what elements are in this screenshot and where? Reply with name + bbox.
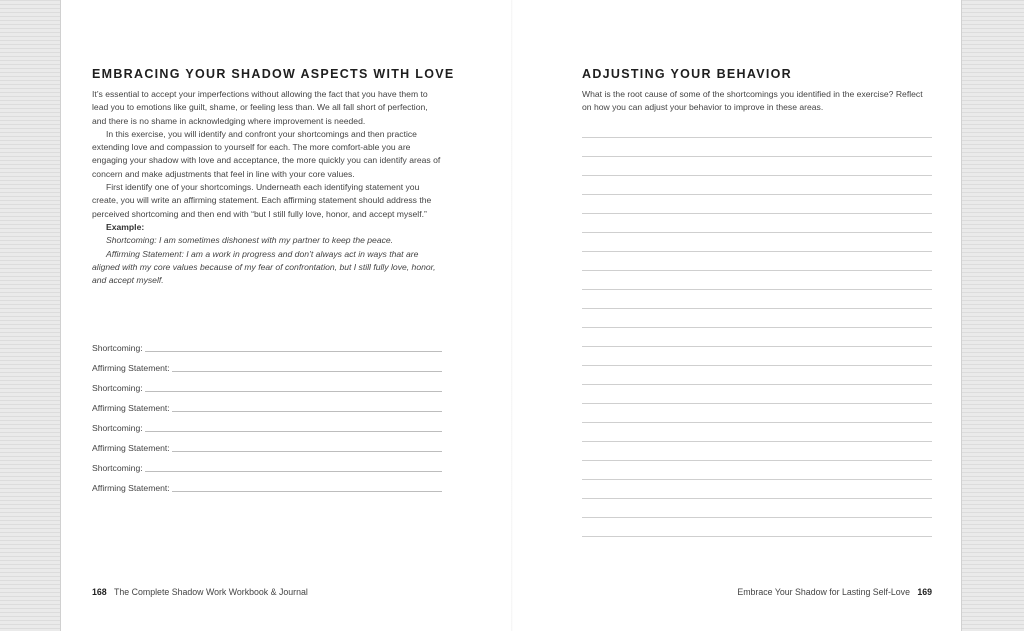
form-label: Shortcoming: — [92, 383, 143, 393]
form-label: Shortcoming: — [92, 423, 143, 433]
shortcoming-form — [92, 334, 442, 494]
left-page-body — [92, 88, 442, 287]
right-page-footer — [737, 587, 932, 597]
writing-line[interactable] — [582, 479, 932, 498]
writing-line[interactable] — [582, 460, 932, 479]
write-in-line[interactable] — [145, 351, 442, 352]
write-in-line[interactable] — [172, 371, 442, 372]
writing-line[interactable] — [582, 308, 932, 327]
writing-line[interactable] — [582, 517, 932, 536]
paragraph-instructions: First identify one of your shortcomings. Underneath each identifying statement you create, you will write an affirming statement. Each affirming statement should address the perceived shortcoming and then end with “but I still fully love, honor, and accept myself.” — [92, 182, 432, 219]
form-label: Shortcoming: — [92, 343, 143, 353]
writing-line[interactable] — [582, 213, 932, 232]
book-title: The Complete Shadow Work Workbook & Journal — [114, 587, 308, 597]
book-page-edges-right — [961, 0, 1024, 631]
left-page-heading: EMBRACING YOUR SHADOW ASPECTS WITH LOVE — [92, 67, 455, 81]
form-row-affirming-statement[interactable] — [92, 474, 442, 494]
paragraph-exercise: In this exercise, you will identify and confront your shortcomings and then practice extending love and compassion to yourself for each. The more comfort-able you are engaging your shadow with love and acceptance, the more quickly you can identify areas of concern and make adjustments that feel in line with your core values. — [92, 128, 441, 179]
write-in-line[interactable] — [145, 431, 442, 432]
writing-line[interactable] — [582, 270, 932, 289]
journal-writing-lines[interactable] — [582, 137, 932, 555]
write-in-line[interactable] — [172, 451, 442, 452]
form-label: Affirming Statement: — [92, 363, 170, 373]
writing-line[interactable] — [582, 194, 932, 213]
form-row-affirming-statement[interactable] — [92, 354, 442, 374]
writing-line[interactable] — [582, 232, 932, 251]
writing-line[interactable] — [582, 251, 932, 270]
page-number: 168 — [92, 587, 107, 597]
chapter-title: Embrace Your Shadow for Lasting Self-Love — [737, 587, 910, 597]
form-row-shortcoming[interactable] — [92, 374, 442, 394]
example-affirming-statement: Affirming Statement: I am a work in progress and don’t always act in ways that are aligned with my core values because of my fear of confrontation, but I still fully love, honor, and accept myself. — [92, 248, 436, 286]
form-label: Affirming Statement: — [92, 403, 170, 413]
form-row-affirming-statement[interactable] — [92, 434, 442, 454]
write-in-line[interactable] — [172, 491, 442, 492]
example-label: Example: — [106, 221, 145, 232]
writing-line[interactable] — [582, 346, 932, 365]
book-page-edges-left — [0, 0, 61, 631]
writing-line[interactable] — [582, 422, 932, 441]
left-page-footer — [92, 587, 308, 597]
write-in-line[interactable] — [145, 391, 442, 392]
write-in-line[interactable] — [172, 411, 442, 412]
write-in-line[interactable] — [145, 471, 442, 472]
right-page-heading: ADJUSTING YOUR BEHAVIOR — [582, 67, 793, 81]
form-row-shortcoming[interactable] — [92, 334, 442, 354]
writing-line[interactable] — [582, 498, 932, 517]
form-label: Affirming Statement: — [92, 483, 170, 493]
example-shortcoming: Shortcoming: I am sometimes dishonest with my partner to keep the peace. — [106, 235, 394, 246]
form-label: Shortcoming: — [92, 463, 143, 473]
form-row-affirming-statement[interactable] — [92, 394, 442, 414]
writing-line[interactable] — [582, 441, 932, 460]
writing-line[interactable] — [582, 137, 932, 156]
form-row-shortcoming[interactable] — [92, 414, 442, 434]
page-number: 169 — [917, 587, 932, 597]
writing-line[interactable] — [582, 403, 932, 422]
writing-line[interactable] — [582, 536, 932, 555]
writing-line[interactable] — [582, 384, 932, 403]
writing-line[interactable] — [582, 327, 932, 346]
form-row-shortcoming[interactable] — [92, 454, 442, 474]
writing-line[interactable] — [582, 175, 932, 194]
book-gutter — [511, 0, 513, 631]
writing-line[interactable] — [582, 156, 932, 175]
reflection-prompt: What is the root cause of some of the shortcomings you identified in the exercise? Reflect on how you can adjust your behavior to improve in these areas. — [582, 89, 923, 113]
form-label: Affirming Statement: — [92, 443, 170, 453]
writing-line[interactable] — [582, 365, 932, 384]
paragraph-intro: It’s essential to accept your imperfections without allowing the fact that you have them to lead you to emotions like guilt, shame, or feeling less than. We all fall short of perfection, and there is no shame in acknowledging where improvement is needed. — [92, 89, 428, 126]
writing-line[interactable] — [582, 289, 932, 308]
right-page-prompt — [582, 88, 934, 115]
